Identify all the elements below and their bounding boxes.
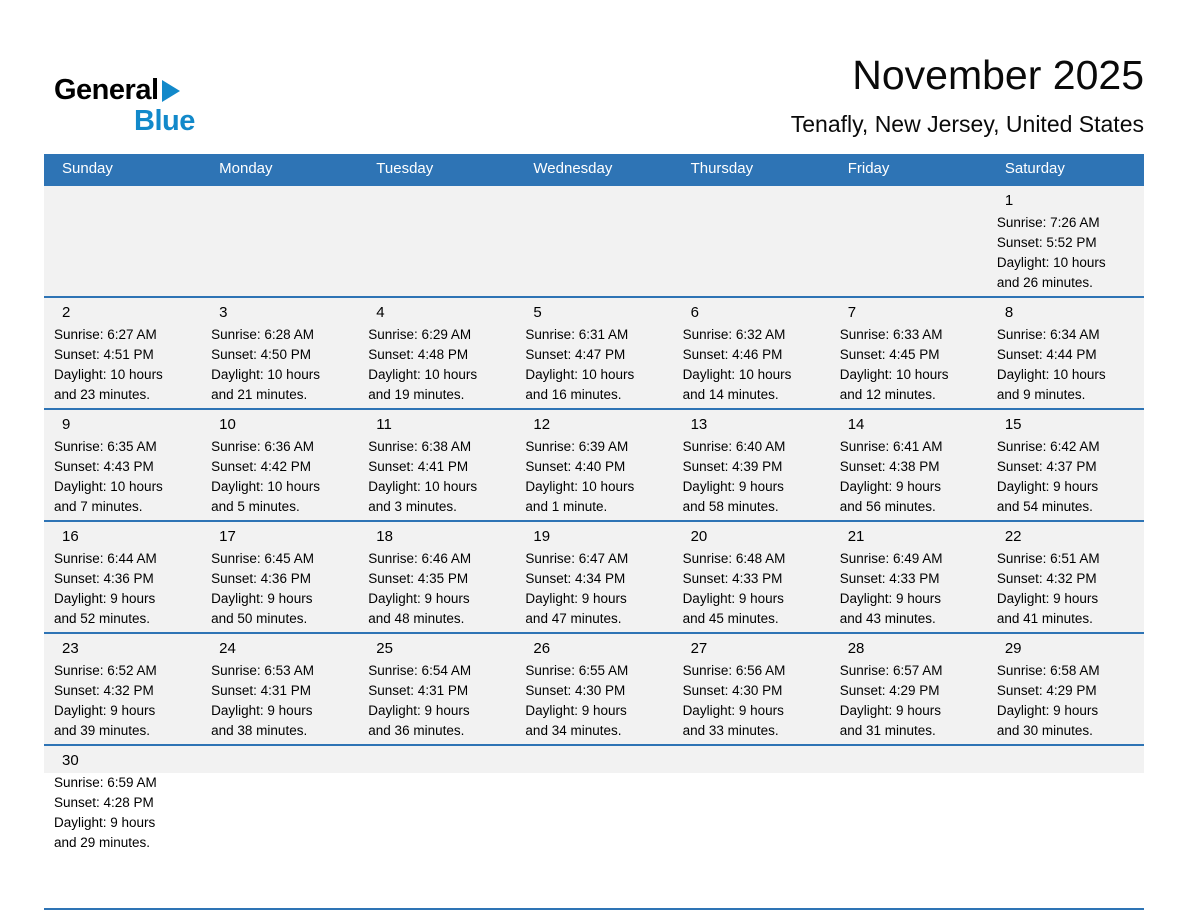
sunrise-text: Sunrise: 6:33 AM: [839, 327, 943, 343]
week-row-5: [44, 632, 1144, 744]
sunset-text: Sunset: 4:34 PM: [525, 571, 626, 587]
empty-day-cell: [987, 746, 1144, 908]
sunset-text: Sunset: 4:36 PM: [54, 571, 154, 587]
daylight-text-line1: Daylight: 10 hours: [525, 479, 635, 495]
sunrise-text: Sunrise: 6:57 AM: [839, 663, 943, 679]
week-row-1: [44, 184, 1144, 296]
daylight-text-line2: and 38 minutes.: [211, 723, 308, 739]
sunrise-text: Sunrise: 6:35 AM: [54, 439, 157, 455]
daylight-text-line1: Daylight: 9 hours: [839, 703, 942, 719]
day-number: 22: [1004, 528, 1022, 546]
day-cell-19: [515, 522, 672, 632]
logo-word-general-row: [54, 76, 195, 105]
daylight-text-line2: and 3 minutes.: [368, 499, 457, 515]
daylight-text-line1: Daylight: 9 hours: [54, 591, 156, 607]
week-row-6: [44, 744, 1144, 910]
day-cell-10: [201, 410, 358, 520]
day-cell-12: [515, 410, 672, 520]
page-header: [0, 0, 1188, 138]
day-cell-18: [358, 522, 515, 632]
day-number: 3: [219, 304, 228, 322]
day-number: 1: [1004, 192, 1014, 210]
sunset-text: Sunset: 4:51 PM: [54, 347, 154, 363]
weekday-header-wednesday: Wednesday: [533, 160, 613, 178]
sunset-text: Sunset: 4:37 PM: [996, 459, 1097, 475]
daylight-text-line2: and 36 minutes.: [368, 723, 465, 739]
empty-day-cell: [201, 186, 358, 296]
sunset-text: Sunset: 4:44 PM: [996, 347, 1097, 363]
empty-day-cell: [830, 186, 987, 296]
sunrise-text: Sunrise: 6:41 AM: [839, 439, 943, 455]
daylight-text-line1: Daylight: 10 hours: [211, 367, 320, 383]
sunrise-text: Sunrise: 6:39 AM: [525, 439, 629, 455]
weeks-container: [44, 184, 1144, 910]
daylight-text-line2: and 43 minutes.: [839, 611, 936, 627]
daylight-text-line1: Daylight: 9 hours: [839, 479, 942, 495]
day-number: 16: [62, 528, 79, 546]
sunrise-text: Sunrise: 6:32 AM: [682, 327, 786, 343]
sunset-text: Sunset: 4:32 PM: [996, 571, 1097, 587]
general-blue-logo: [54, 76, 195, 136]
sunrise-text: Sunrise: 6:44 AM: [54, 551, 157, 567]
daylight-text-line1: Daylight: 9 hours: [211, 591, 313, 607]
daylight-text-line1: Daylight: 10 hours: [211, 479, 320, 495]
sunset-text: Sunset: 4:29 PM: [839, 683, 940, 699]
day-cell-2: [44, 298, 201, 408]
weekday-header-monday: Monday: [219, 160, 273, 178]
daylight-text-line1: Daylight: 10 hours: [525, 367, 635, 383]
daylight-text-line1: Daylight: 9 hours: [996, 479, 1099, 495]
sunrise-text: Sunrise: 6:48 AM: [682, 551, 786, 567]
sunset-text: Sunset: 4:38 PM: [839, 459, 940, 475]
day-number: 24: [219, 640, 236, 658]
day-cell-28: [830, 634, 987, 744]
empty-day-cell: [515, 746, 672, 908]
sunrise-text: Sunrise: 6:27 AM: [54, 327, 157, 343]
sunset-text: Sunset: 4:35 PM: [368, 571, 469, 587]
daylight-text-line1: Daylight: 9 hours: [211, 703, 313, 719]
day-number: 2: [62, 304, 71, 322]
sunset-text: Sunset: 4:32 PM: [54, 683, 154, 699]
day-number: 27: [690, 640, 708, 658]
sunset-text: Sunset: 4:39 PM: [682, 459, 783, 475]
day-number: 11: [376, 416, 392, 434]
empty-day-cell: [515, 186, 672, 296]
sunset-text: Sunset: 4:41 PM: [368, 459, 469, 475]
daylight-text-line1: Daylight: 10 hours: [996, 255, 1106, 271]
day-number: 28: [847, 640, 865, 658]
daylight-text-line2: and 39 minutes.: [54, 723, 151, 739]
day-cell-7: [830, 298, 987, 408]
sunset-text: Sunset: 4:31 PM: [211, 683, 311, 699]
daylight-text-line2: and 56 minutes.: [839, 499, 936, 515]
empty-day-cell: [830, 746, 987, 908]
sunrise-text: Sunrise: 6:36 AM: [211, 439, 314, 455]
title-block: [791, 54, 1144, 138]
sunrise-text: Sunrise: 6:51 AM: [996, 551, 1100, 567]
day-cell-15: [987, 410, 1144, 520]
day-cell-27: [673, 634, 830, 744]
day-number: 17: [219, 528, 236, 546]
daylight-text-line1: Daylight: 9 hours: [54, 815, 156, 831]
week-row-4: [44, 520, 1144, 632]
daylight-text-line1: Daylight: 10 hours: [682, 367, 792, 383]
day-cell-23: [44, 634, 201, 744]
empty-day-cell: [673, 746, 830, 908]
daylight-text-line2: and 33 minutes.: [682, 723, 779, 739]
day-cell-8: [987, 298, 1144, 408]
daylight-text-line2: and 48 minutes.: [368, 611, 465, 627]
daylight-text-line2: and 45 minutes.: [682, 611, 779, 627]
day-cell-17: [201, 522, 358, 632]
daylight-text-line2: and 12 minutes.: [839, 387, 936, 403]
daylight-text-line2: and 52 minutes.: [54, 611, 151, 627]
sunset-text: Sunset: 4:28 PM: [54, 795, 154, 811]
week-row-2: [44, 296, 1144, 408]
logo-triangle-icon: [162, 80, 180, 102]
daylight-text-line2: and 5 minutes.: [211, 499, 300, 515]
logo-word-blue: Blue: [134, 105, 195, 137]
daylight-text-line2: and 34 minutes.: [525, 723, 622, 739]
day-number: 12: [533, 416, 551, 434]
daylight-text-line2: and 19 minutes.: [368, 387, 465, 403]
day-cell-4: [358, 298, 515, 408]
day-number: 5: [533, 304, 542, 322]
daylight-text-line1: Daylight: 9 hours: [996, 591, 1099, 607]
daylight-text-line2: and 29 minutes.: [54, 835, 151, 851]
sunrise-text: Sunrise: 6:49 AM: [839, 551, 943, 567]
daylight-text-line2: and 9 minutes.: [996, 387, 1086, 403]
daylight-text-line1: Daylight: 9 hours: [682, 479, 784, 495]
sunrise-text: Sunrise: 6:53 AM: [211, 663, 314, 679]
daylight-text-line2: and 31 minutes.: [839, 723, 936, 739]
sunrise-text: Sunrise: 6:54 AM: [368, 663, 472, 679]
calendar: [44, 154, 1144, 910]
day-cell-6: [673, 298, 830, 408]
month-title: November 2025: [852, 52, 1144, 98]
empty-day-cell: [201, 746, 358, 908]
weekday-header-thursday: Thursday: [690, 160, 754, 178]
sunrise-text: Sunrise: 6:28 AM: [211, 327, 314, 343]
day-number: 7: [847, 304, 857, 322]
daylight-text-line2: and 54 minutes.: [996, 499, 1093, 515]
daylight-text-line2: and 16 minutes.: [525, 387, 622, 403]
day-cell-13: [673, 410, 830, 520]
daylight-text-line1: Daylight: 10 hours: [368, 479, 478, 495]
day-number: 25: [376, 640, 393, 658]
day-cell-20: [673, 522, 830, 632]
daylight-text-line2: and 21 minutes.: [211, 387, 308, 403]
daylight-text-line1: Daylight: 9 hours: [525, 703, 627, 719]
sunset-text: Sunset: 4:45 PM: [839, 347, 940, 363]
day-cell-24: [201, 634, 358, 744]
daylight-text-line2: and 7 minutes.: [54, 499, 143, 515]
day-number: 8: [1004, 304, 1014, 322]
sunset-text: Sunset: 4:50 PM: [211, 347, 311, 363]
empty-day-cell: [44, 186, 201, 296]
sunset-text: Sunset: 4:48 PM: [368, 347, 469, 363]
empty-day-cell: [673, 186, 830, 296]
sunset-text: Sunset: 4:47 PM: [525, 347, 626, 363]
day-cell-25: [358, 634, 515, 744]
daylight-text-line1: Daylight: 10 hours: [839, 367, 949, 383]
sunset-text: Sunset: 4:30 PM: [525, 683, 626, 699]
day-cell-22: [987, 522, 1144, 632]
day-number: 19: [533, 528, 551, 546]
day-number: 9: [62, 416, 71, 434]
sunrise-text: Sunrise: 6:52 AM: [54, 663, 157, 679]
day-number: 4: [376, 304, 385, 322]
location-subtitle: Tenafly, New Jersey, United States: [790, 111, 1144, 138]
sunrise-text: Sunrise: 6:55 AM: [525, 663, 629, 679]
daylight-text-line2: and 50 minutes.: [211, 611, 308, 627]
day-number: 26: [533, 640, 551, 658]
sunrise-text: Sunrise: 6:45 AM: [211, 551, 314, 567]
sunset-text: Sunset: 4:43 PM: [54, 459, 154, 475]
day-number: 14: [847, 416, 865, 434]
day-number: 13: [690, 416, 708, 434]
daylight-text-line2: and 30 minutes.: [996, 723, 1093, 739]
day-cell-29: [987, 634, 1144, 744]
day-cell-11: [358, 410, 515, 520]
day-number: 20: [690, 528, 708, 546]
day-cell-3: [201, 298, 358, 408]
daylight-text-line1: Daylight: 9 hours: [839, 591, 942, 607]
week-row-3: [44, 408, 1144, 520]
weekday-header-saturday: Saturday: [1004, 160, 1065, 178]
daylight-text-line1: Daylight: 10 hours: [996, 367, 1106, 383]
weekday-header-sunday: Sunday: [62, 160, 113, 178]
day-number: 15: [1004, 416, 1022, 434]
daylight-text-line1: Daylight: 9 hours: [368, 703, 470, 719]
day-number: 18: [376, 528, 393, 546]
sunrise-text: Sunrise: 6:31 AM: [525, 327, 629, 343]
sunset-text: Sunset: 4:33 PM: [682, 571, 783, 587]
sunrise-text: Sunrise: 6:47 AM: [525, 551, 629, 567]
sunset-text: Sunset: 4:29 PM: [996, 683, 1097, 699]
daylight-text-line2: and 26 minutes.: [996, 275, 1093, 291]
day-cell-9: [44, 410, 201, 520]
day-cell-30: [44, 746, 201, 908]
daylight-text-line1: Daylight: 10 hours: [368, 367, 478, 383]
day-number: 30: [62, 752, 79, 770]
sunset-text: Sunset: 5:52 PM: [996, 235, 1097, 251]
sunset-text: Sunset: 4:42 PM: [211, 459, 311, 475]
daylight-text-line1: Daylight: 9 hours: [368, 591, 470, 607]
sunset-text: Sunset: 4:46 PM: [682, 347, 783, 363]
day-cell-1: [987, 186, 1144, 296]
logo-word-general: General: [54, 74, 159, 106]
sunset-text: Sunset: 4:30 PM: [682, 683, 783, 699]
sunrise-text: Sunrise: 6:29 AM: [368, 327, 472, 343]
daylight-text-line1: Daylight: 10 hours: [54, 367, 163, 383]
day-number: 10: [219, 416, 236, 434]
sunset-text: Sunset: 4:31 PM: [368, 683, 469, 699]
day-number: 21: [847, 528, 865, 546]
sunrise-text: Sunrise: 6:42 AM: [996, 439, 1100, 455]
day-cell-21: [830, 522, 987, 632]
day-cell-16: [44, 522, 201, 632]
daylight-text-line2: and 41 minutes.: [996, 611, 1093, 627]
empty-day-cell: [358, 746, 515, 908]
sunrise-text: Sunrise: 6:56 AM: [682, 663, 786, 679]
daylight-text-line1: Daylight: 9 hours: [996, 703, 1099, 719]
sunrise-text: Sunrise: 7:26 AM: [996, 215, 1100, 231]
weekday-header-tuesday: Tuesday: [376, 160, 434, 178]
sunrise-text: Sunrise: 6:34 AM: [996, 327, 1100, 343]
day-number: 29: [1004, 640, 1022, 658]
day-number: 6: [690, 304, 699, 322]
daylight-text-line1: Daylight: 9 hours: [525, 591, 627, 607]
daylight-text-line1: Daylight: 9 hours: [682, 703, 784, 719]
weekday-header-friday: Friday: [847, 160, 890, 178]
weekday-header-row: [44, 154, 1144, 184]
sunset-text: Sunset: 4:40 PM: [525, 459, 626, 475]
empty-day-cell: [358, 186, 515, 296]
daylight-text-line1: Daylight: 10 hours: [54, 479, 163, 495]
sunrise-text: Sunrise: 6:38 AM: [368, 439, 472, 455]
day-cell-14: [830, 410, 987, 520]
daylight-text-line1: Daylight: 9 hours: [682, 591, 784, 607]
day-cell-26: [515, 634, 672, 744]
day-cell-5: [515, 298, 672, 408]
daylight-text-line2: and 47 minutes.: [525, 611, 622, 627]
sunset-text: Sunset: 4:33 PM: [839, 571, 940, 587]
sunrise-text: Sunrise: 6:46 AM: [368, 551, 472, 567]
sunrise-text: Sunrise: 6:59 AM: [54, 775, 157, 791]
sunrise-text: Sunrise: 6:40 AM: [682, 439, 786, 455]
daylight-text-line2: and 58 minutes.: [682, 499, 779, 515]
sunrise-text: Sunrise: 6:58 AM: [996, 663, 1100, 679]
daylight-text-line2: and 1 minute.: [525, 499, 608, 515]
day-number: 23: [62, 640, 79, 658]
daylight-text-line2: and 14 minutes.: [682, 387, 779, 403]
sunset-text: Sunset: 4:36 PM: [211, 571, 311, 587]
daylight-text-line1: Daylight: 9 hours: [54, 703, 156, 719]
daylight-text-line2: and 23 minutes.: [54, 387, 151, 403]
